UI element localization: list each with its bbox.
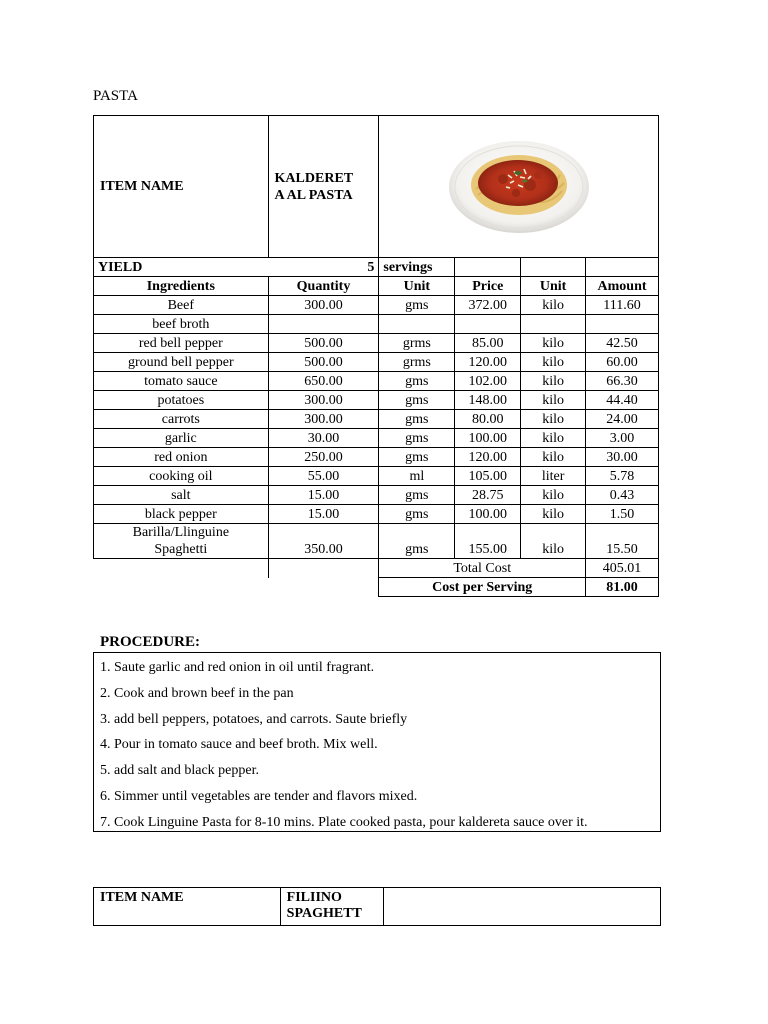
column-header: Unit <box>379 277 455 296</box>
amount-cell: 3.00 <box>586 429 659 448</box>
quantity-cell: 300.00 <box>268 296 379 315</box>
next-item-name-line2: SPAGHETT <box>286 906 362 921</box>
procedure-step: 1. Saute garlic and red onion in oil until fragrant. <box>100 660 375 675</box>
ingredient-line2: Spaghetti <box>154 542 208 557</box>
amount-cell: 1.50 <box>586 505 659 524</box>
amount-cell: 42.50 <box>586 334 659 353</box>
unit-cell: gms <box>379 372 455 391</box>
price-unit-cell: kilo <box>521 372 586 391</box>
price-unit-cell: liter <box>521 467 586 486</box>
table-row <box>94 410 659 429</box>
procedure-step: 2. Cook and brown beef in the pan <box>100 685 294 701</box>
next-item-name-value <box>280 888 383 926</box>
amount-cell: 60.00 <box>586 353 659 372</box>
unit-cell: gms <box>379 410 455 429</box>
price-cell: 102.00 <box>455 372 521 391</box>
ingredient-cell: black pepper <box>94 505 269 524</box>
unit-cell: grms <box>379 353 455 372</box>
price-cell: 100.00 <box>455 429 521 448</box>
column-header: Unit <box>521 277 586 296</box>
price-cell: 100.00 <box>455 505 521 524</box>
unit-cell <box>379 315 455 334</box>
ingredient-cell: red onion <box>94 448 269 467</box>
table-row <box>94 429 659 448</box>
price-unit-cell <box>521 315 586 334</box>
procedure-step: 7. Cook Linguine Pasta for 8-10 mins. Plate cooked pasta, pour kaldereta sauce over it. <box>100 814 588 830</box>
ingredient-cell: red bell pepper <box>94 334 269 353</box>
price-cell: 120.00 <box>455 353 521 372</box>
amount-cell: 15.50 <box>586 524 659 559</box>
price-unit-cell: kilo <box>521 353 586 372</box>
unit-cell: gms <box>379 296 455 315</box>
ingredients-table <box>93 257 659 597</box>
ingredient-cell: cooking oil <box>94 467 269 486</box>
ingredient-cell: carrots <box>94 410 269 429</box>
unit-cell: gms <box>379 448 455 467</box>
price-cell: 372.00 <box>455 296 521 315</box>
ingredient-cell: garlic <box>94 429 269 448</box>
ingredient-cell: tomato sauce <box>94 372 269 391</box>
price-unit-cell: kilo <box>521 448 586 467</box>
amount-cell: 111.60 <box>586 296 659 315</box>
quantity-cell: 500.00 <box>268 334 379 353</box>
yield-label: YIELD <box>94 258 269 277</box>
price-cell: 148.00 <box>455 391 521 410</box>
price-cell: 28.75 <box>455 486 521 505</box>
next-item-name-line1: FILIINO <box>286 890 342 905</box>
table-row <box>94 372 659 391</box>
quantity-cell: 300.00 <box>268 410 379 429</box>
item-name-label: ITEM NAME <box>94 116 269 258</box>
table-row <box>94 467 659 486</box>
cost-per-serving-label: Cost per Serving <box>379 578 586 597</box>
unit-cell: grms <box>379 334 455 353</box>
next-item-image-cell <box>383 888 660 926</box>
ingredient-cell: salt <box>94 486 269 505</box>
ingredient-cell: potatoes <box>94 391 269 410</box>
dish-image-cell <box>379 116 659 258</box>
item-name-value-line2: A AL PASTA <box>274 187 353 203</box>
quantity-cell: 30.00 <box>268 429 379 448</box>
price-cell <box>455 315 521 334</box>
price-unit-cell: kilo <box>521 505 586 524</box>
ingredients-body <box>94 296 659 524</box>
price-cell: 105.00 <box>455 467 521 486</box>
quantity-cell <box>268 315 379 334</box>
procedure-step: 4. Pour in tomato sauce and beef broth. Mix well. <box>100 737 378 753</box>
price-cell: 155.00 <box>455 524 521 559</box>
table-row <box>94 296 659 315</box>
column-header-row <box>94 277 659 296</box>
amount-cell <box>586 315 659 334</box>
ingredient-cell: Beef <box>94 296 269 315</box>
table-row <box>94 524 659 559</box>
unit-cell: gms <box>379 524 455 559</box>
next-item-name-label: ITEM NAME <box>94 888 281 926</box>
amount-cell: 30.00 <box>586 448 659 467</box>
table-row <box>94 486 659 505</box>
ingredient-cell: ground bell pepper <box>94 353 269 372</box>
quantity-cell: 250.00 <box>268 448 379 467</box>
table-row <box>94 505 659 524</box>
quantity-cell: 650.00 <box>268 372 379 391</box>
table-row <box>94 391 659 410</box>
section-title: PASTA <box>93 88 138 104</box>
price-unit-cell: kilo <box>521 334 586 353</box>
price-cell: 80.00 <box>455 410 521 429</box>
amount-cell: 5.78 <box>586 467 659 486</box>
item-name-value-line1: KALDERET <box>274 170 354 186</box>
price-unit-cell: kilo <box>521 391 586 410</box>
yield-unit: servings <box>379 258 455 277</box>
amount-cell: 66.30 <box>586 372 659 391</box>
quantity-cell: 15.00 <box>268 505 379 524</box>
procedure-box <box>93 652 661 832</box>
quantity-cell: 15.00 <box>268 486 379 505</box>
table-row <box>94 334 659 353</box>
price-unit-cell: kilo <box>521 410 586 429</box>
price-unit-cell: kilo <box>521 429 586 448</box>
recipe-header-table <box>93 115 659 258</box>
procedure-title: PROCEDURE: <box>100 634 200 650</box>
price-unit-cell: kilo <box>521 486 586 505</box>
table-row <box>94 353 659 372</box>
quantity-cell: 55.00 <box>268 467 379 486</box>
unit-cell: gms <box>379 391 455 410</box>
ingredient-cell <box>94 524 269 559</box>
price-unit-cell: kilo <box>521 524 586 559</box>
item-name-value <box>268 116 379 258</box>
yield-value: 5 <box>268 258 379 277</box>
table-row <box>94 448 659 467</box>
unit-cell: gms <box>379 505 455 524</box>
cost-per-serving-row <box>94 578 659 597</box>
quantity-cell: 350.00 <box>268 524 379 559</box>
column-header: Price <box>455 277 521 296</box>
price-cell: 120.00 <box>455 448 521 467</box>
yield-row <box>94 258 659 277</box>
price-unit-cell: kilo <box>521 296 586 315</box>
price-cell: 85.00 <box>455 334 521 353</box>
procedure-step: 5. add salt and black pepper. <box>100 763 260 779</box>
total-cost-label: Total Cost <box>379 559 586 578</box>
ingredient-line1: Barilla/Llinguine <box>132 525 230 540</box>
unit-cell: gms <box>379 429 455 448</box>
amount-cell: 44.40 <box>586 391 659 410</box>
total-cost-row <box>94 559 659 578</box>
table-row <box>94 315 659 334</box>
procedure-step: 3. add bell peppers, potatoes, and carrots. Saute briefly <box>100 711 408 727</box>
cost-per-serving-value: 81.00 <box>586 578 659 597</box>
amount-cell: 24.00 <box>586 410 659 429</box>
amount-cell: 0.43 <box>586 486 659 505</box>
column-header: Ingredients <box>94 277 269 296</box>
quantity-cell: 300.00 <box>268 391 379 410</box>
procedure-step: 6. Simmer until vegetables are tender and flavors mixed. <box>100 788 418 804</box>
total-cost-value: 405.01 <box>586 559 659 578</box>
column-header: Quantity <box>268 277 379 296</box>
quantity-cell: 500.00 <box>268 353 379 372</box>
dish-image <box>448 139 590 235</box>
unit-cell: ml <box>379 467 455 486</box>
unit-cell: gms <box>379 486 455 505</box>
ingredient-cell: beef broth <box>94 315 269 334</box>
next-item-header-table <box>93 887 661 926</box>
column-header: Amount <box>586 277 659 296</box>
